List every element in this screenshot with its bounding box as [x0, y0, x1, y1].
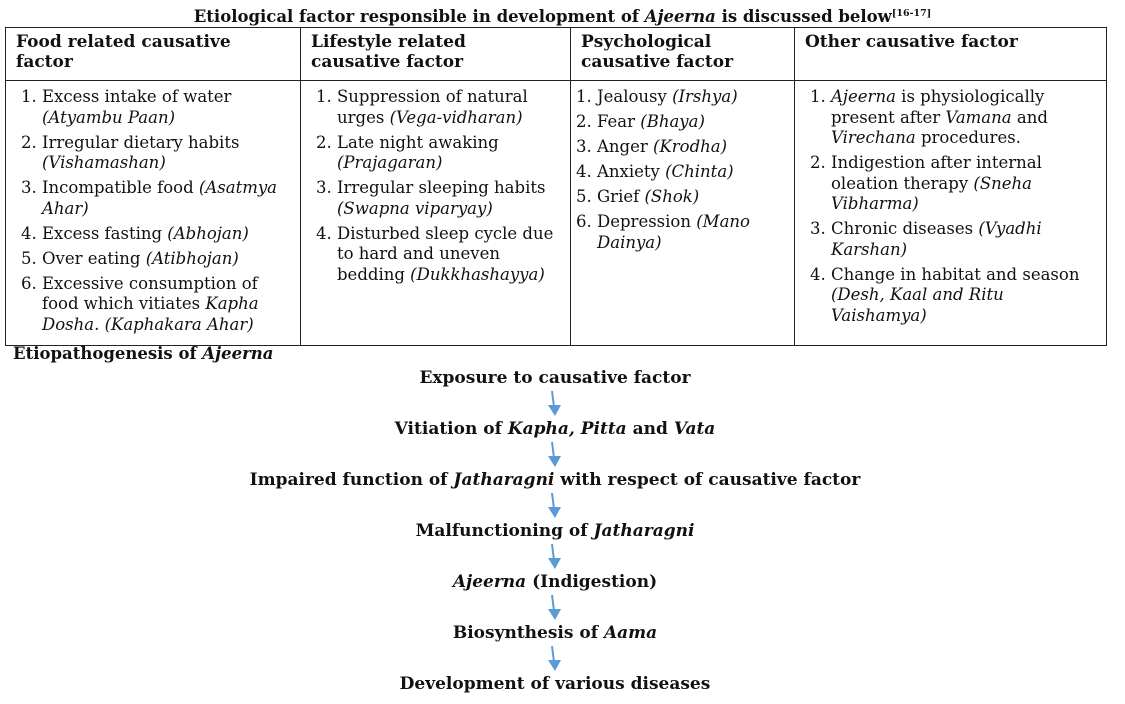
cell-lifestyle: [301, 81, 571, 346]
factor-item: [337, 178, 564, 219]
text-run: procedures.: [915, 128, 1021, 147]
italic-term: (Atyambu Paan): [42, 107, 176, 127]
etiology-table: [5, 27, 1107, 346]
factor-item: [42, 87, 294, 128]
text-run: Anxiety: [597, 162, 666, 181]
text-run: Over eating: [42, 248, 146, 268]
factor-item: [831, 153, 1100, 215]
italic-term: (Sneha Vibharma): [831, 173, 1033, 213]
italic-term: Aama: [603, 623, 658, 643]
factor-item: [597, 162, 788, 183]
text-run: is physiologically present after: [831, 87, 1045, 127]
italic-term: (Bhaya): [640, 112, 705, 131]
flow-step: [0, 469, 1110, 491]
factor-item: [597, 212, 788, 253]
italic-term: Vata: [673, 419, 716, 439]
factor-item: [337, 133, 564, 174]
text-run: Development of various diseases: [399, 674, 711, 694]
cell-other: [795, 81, 1107, 346]
cell-psychological: [571, 81, 795, 346]
header-psychological: Psychological causative factor: [571, 28, 795, 81]
italic-term: (Asatmya Ahar): [42, 178, 277, 218]
text-run: Irregular sleeping habits: [337, 178, 546, 197]
italic-term: (Swapna viparyay): [337, 198, 493, 218]
italic-term: (Chinta): [665, 162, 734, 181]
factor-item: [42, 133, 294, 174]
italic-term: (Prajagaran): [337, 153, 443, 172]
factor-item: [337, 87, 564, 128]
text-run: Suppression of natural urges: [337, 87, 528, 127]
table-body-row: [6, 81, 1107, 346]
down-arrow-icon: [0, 542, 1110, 571]
italic-term: (Krodha): [653, 137, 728, 156]
text-run: (Indigestion): [526, 572, 658, 592]
text-run: Fear: [597, 112, 641, 131]
text-run: Grief: [597, 187, 645, 206]
text-run: Impaired function of: [249, 470, 454, 490]
header-food: Food related causative factor: [6, 28, 301, 81]
down-arrow-icon: [0, 389, 1110, 418]
text-run: and: [626, 419, 674, 439]
flow-step: [0, 571, 1110, 593]
factor-item: [597, 137, 788, 158]
table-caption: [0, 4, 1125, 27]
header-other: Other causative factor: [795, 28, 1107, 81]
text-run: Biosynthesis of: [452, 623, 604, 643]
factor-item: [42, 249, 294, 270]
text-run: Indigestion after internal oleation therapy: [831, 153, 1042, 193]
down-arrow-icon: [0, 644, 1110, 673]
lifestyle-factor-list: [307, 87, 564, 285]
caption-reference: [16-17]: [891, 8, 932, 19]
other-factor-list: [801, 87, 1100, 326]
text-run: Depression: [597, 212, 697, 231]
italic-term: Virechana: [831, 128, 916, 147]
text-run: Incompatible food: [42, 178, 199, 197]
factor-item: [831, 265, 1100, 327]
text-run: Exposure to causative factor: [419, 368, 691, 388]
caption-text: Etiological factor responsible in development of: [193, 7, 645, 26]
italic-term: (Vega-vidharan): [389, 107, 523, 127]
text-run: Excess intake of water: [42, 87, 232, 106]
factor-item: [42, 224, 294, 245]
etiopathogenesis-flowchart: [0, 367, 1110, 695]
psychological-factor-list: [577, 87, 788, 253]
italic-term: (Desh, Kaal and Ritu Vaishamya): [831, 285, 1004, 325]
text-run: Irregular dietary habits: [42, 132, 240, 152]
italic-term: (Irshya): [672, 87, 738, 106]
section-subheading: [13, 344, 273, 364]
cell-food: [6, 81, 301, 346]
text-run: Disturbed sleep cycle due to hard and uneven bedding: [337, 223, 554, 284]
italic-term: (Vyadhi Karshan): [831, 219, 1042, 259]
italic-term: (Atibhojan): [145, 248, 239, 268]
text-run: Chronic diseases: [831, 219, 979, 238]
italic-term: Kapha, Pitta: [507, 419, 627, 439]
subheading-part-italic: Ajeerna: [202, 344, 274, 363]
down-arrow-icon: [0, 440, 1110, 469]
flow-step: [0, 673, 1110, 695]
text-run: Vitiation of: [394, 419, 508, 439]
flow-step: [0, 520, 1110, 542]
factor-item: [42, 274, 294, 336]
text-run: Change in habitat and season: [831, 264, 1080, 284]
subheading-part: Etiopathogenesis of: [13, 344, 203, 363]
caption-text-end: is discussed below: [715, 7, 892, 26]
factor-item: [831, 219, 1100, 260]
text-run: Anger: [597, 137, 654, 156]
text-run: Excess fasting: [42, 223, 168, 243]
italic-term: Jatharagni: [453, 470, 555, 490]
factor-item: [597, 187, 788, 208]
text-run: with respect of causative factor: [554, 470, 861, 490]
italic-term: Vamana: [945, 107, 1012, 127]
factor-item: [597, 87, 788, 108]
caption-italic: Ajeerna: [644, 7, 716, 26]
italic-term: Kapha Dosha. (Kaphakara Ahar): [42, 294, 259, 334]
table-header-row: [6, 28, 1107, 81]
flow-step: [0, 622, 1110, 644]
text-run: Excessive consumption of food which vitiates: [42, 273, 258, 313]
italic-term: Jatharagni: [593, 521, 695, 541]
factor-item: [831, 87, 1100, 149]
food-factor-list: [12, 87, 294, 335]
text-run: and: [1011, 107, 1048, 127]
factor-item: [42, 178, 294, 219]
down-arrow-icon: [0, 593, 1110, 622]
flow-step: [0, 367, 1110, 389]
italic-term: Ajeerna: [452, 572, 527, 592]
text-run: Jealousy: [597, 87, 673, 106]
factor-item: [597, 112, 788, 133]
header-lifestyle: Lifestyle related causative factor: [301, 28, 571, 81]
italic-term: (Dukkhashayya): [410, 264, 545, 284]
italic-term: (Shok): [644, 187, 700, 206]
italic-term: (Mano Dainya): [597, 212, 750, 252]
text-run: Malfunctioning of: [415, 521, 594, 541]
italic-term: (Vishamashan): [42, 153, 166, 172]
factor-item: [337, 224, 564, 286]
italic-term: (Abhojan): [167, 223, 249, 243]
down-arrow-icon: [0, 491, 1110, 520]
flow-step: [0, 418, 1110, 440]
text-run: Late night awaking: [337, 132, 499, 152]
italic-term: Ajeerna: [831, 87, 896, 106]
